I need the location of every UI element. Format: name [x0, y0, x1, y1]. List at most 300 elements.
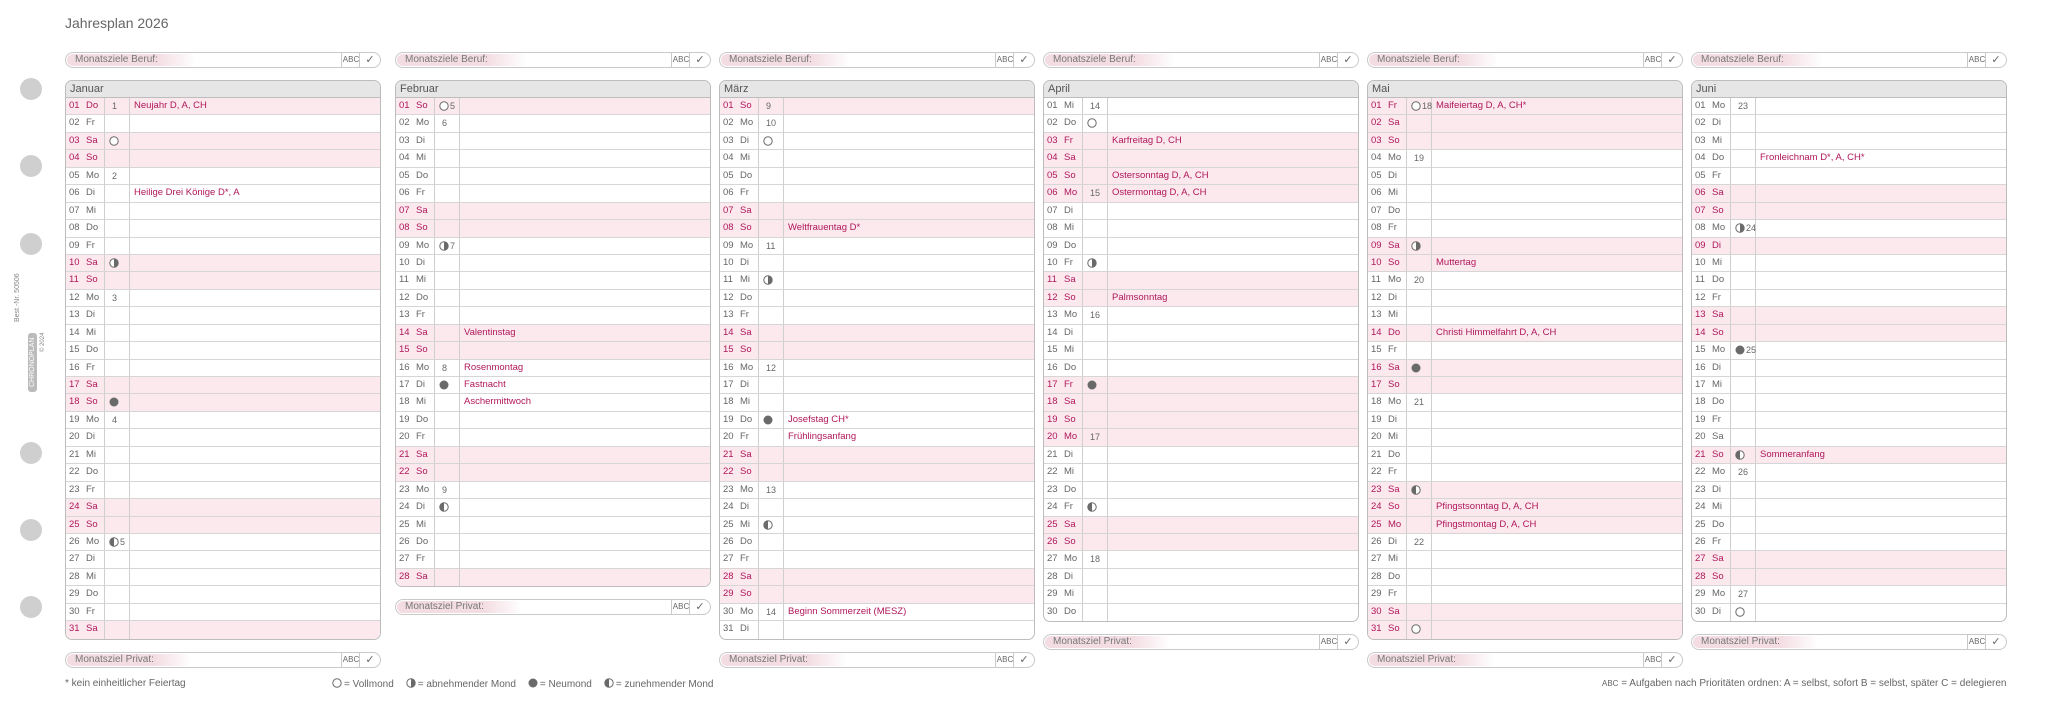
check-icon[interactable]: ✓ [689, 53, 710, 67]
day-row[interactable] [396, 220, 710, 237]
day-row[interactable] [1368, 325, 1682, 342]
day-row[interactable] [1044, 185, 1358, 202]
day-row[interactable] [720, 290, 1034, 307]
day-row[interactable] [1044, 569, 1358, 586]
day-row[interactable] [1044, 482, 1358, 499]
day-row[interactable] [1692, 499, 2006, 516]
abc-priority-box[interactable]: ABC [1643, 653, 1662, 667]
day-row[interactable] [720, 360, 1034, 377]
column-divider [1082, 290, 1083, 306]
day-row[interactable] [1044, 98, 1358, 115]
abc-priority-box[interactable]: ABC [1319, 53, 1338, 67]
day-row[interactable] [66, 464, 380, 481]
day-row[interactable] [66, 621, 380, 638]
day-row[interactable] [1692, 447, 2006, 464]
abc-priority-box[interactable]: ABC [1967, 53, 1986, 67]
day-row[interactable] [1368, 447, 1682, 464]
column-divider [129, 203, 130, 219]
check-icon[interactable]: ✓ [689, 600, 710, 614]
day-number: 29 [1695, 588, 1706, 600]
day-row[interactable] [1692, 115, 2006, 132]
day-row[interactable] [1692, 534, 2006, 551]
holiday-label: Josefstag CH* [788, 413, 849, 425]
holiday-label: Aschermittwoch [464, 396, 532, 408]
day-row[interactable] [1692, 517, 2006, 534]
day-row[interactable] [720, 429, 1034, 446]
day-row[interactable] [720, 133, 1034, 150]
abc-priority-box[interactable]: ABC [671, 53, 690, 67]
day-row[interactable] [396, 464, 710, 481]
day-row[interactable] [396, 255, 710, 272]
day-number: 12 [1371, 291, 1382, 303]
abc-priority-box[interactable]: ABC [995, 653, 1014, 667]
day-row[interactable] [1044, 115, 1358, 132]
day-row[interactable] [720, 621, 1034, 638]
day-number: 09 [399, 239, 410, 251]
day-row[interactable] [66, 255, 380, 272]
day-row[interactable] [396, 290, 710, 307]
day-row[interactable] [1368, 482, 1682, 499]
column-divider [459, 238, 460, 254]
column-divider [1730, 290, 1731, 306]
day-row[interactable] [720, 325, 1034, 342]
day-row[interactable] [396, 412, 710, 429]
day-row[interactable] [1368, 238, 1682, 255]
day-row[interactable] [1368, 98, 1682, 115]
column-divider [129, 499, 130, 515]
check-icon[interactable]: ✓ [1661, 653, 1682, 667]
day-row[interactable] [66, 499, 380, 516]
day-row[interactable] [1044, 203, 1358, 220]
month-name: April [1044, 81, 1358, 98]
day-row[interactable] [396, 168, 710, 185]
day-row[interactable] [1044, 551, 1358, 568]
day-row[interactable] [1044, 325, 1358, 342]
goal-private-field[interactable] [1367, 652, 1683, 668]
day-row[interactable] [396, 482, 710, 499]
abc-priority-box[interactable]: ABC [995, 53, 1014, 67]
check-icon[interactable]: ✓ [1013, 53, 1034, 67]
day-row[interactable] [1044, 360, 1358, 377]
day-row[interactable] [1692, 569, 2006, 586]
calendar-week: 2 [112, 170, 118, 181]
day-row[interactable] [396, 534, 710, 551]
day-row[interactable] [1692, 238, 2006, 255]
day-row[interactable] [720, 168, 1034, 185]
day-number: 16 [1695, 361, 1706, 373]
day-row[interactable] [720, 115, 1034, 132]
day-row[interactable] [66, 482, 380, 499]
day-row[interactable] [396, 342, 710, 359]
day-row[interactable] [66, 394, 380, 411]
day-row[interactable] [1044, 150, 1358, 167]
column-divider [1730, 185, 1731, 201]
column-divider [1406, 464, 1407, 480]
day-row[interactable] [1692, 551, 2006, 568]
day-row[interactable] [720, 203, 1034, 220]
check-icon[interactable]: ✓ [1985, 53, 2006, 67]
day-row[interactable] [66, 447, 380, 464]
day-row[interactable] [66, 98, 380, 115]
day-row[interactable] [1368, 150, 1682, 167]
day-row[interactable] [1368, 168, 1682, 185]
day-row[interactable] [720, 517, 1034, 534]
column-divider [1730, 604, 1731, 621]
day-row[interactable] [720, 586, 1034, 603]
column-divider [1406, 447, 1407, 463]
day-row[interactable] [396, 447, 710, 464]
day-row[interactable] [1692, 168, 2006, 185]
check-icon[interactable]: ✓ [359, 53, 380, 67]
day-row[interactable] [1692, 150, 2006, 167]
weekday: Do [86, 100, 99, 111]
day-row[interactable] [1692, 360, 2006, 377]
day-row[interactable] [66, 238, 380, 255]
moon-waxing-icon [1735, 450, 1745, 460]
day-row[interactable] [720, 150, 1034, 167]
day-row[interactable] [66, 115, 380, 132]
moon-waning-icon [763, 275, 773, 285]
column-divider [1755, 150, 1756, 166]
day-row[interactable] [720, 238, 1034, 255]
goal-job-field[interactable] [719, 52, 1035, 68]
day-row[interactable] [66, 203, 380, 220]
day-row[interactable] [396, 499, 710, 516]
day-row[interactable] [720, 98, 1034, 115]
day-row[interactable] [66, 342, 380, 359]
check-icon[interactable]: ✓ [1985, 635, 2006, 649]
goal-job-field[interactable] [65, 52, 381, 68]
day-row[interactable] [1368, 342, 1682, 359]
calendar-week: 22 [1414, 536, 1425, 547]
day-row[interactable] [720, 447, 1034, 464]
day-row[interactable] [396, 272, 710, 289]
column-divider [758, 238, 759, 254]
day-row[interactable] [1692, 290, 2006, 307]
column-divider [1730, 569, 1731, 585]
day-number: 07 [723, 204, 734, 216]
goal-job-field[interactable] [1691, 52, 2007, 68]
goal-job-field[interactable] [1043, 52, 1359, 68]
day-row[interactable] [1368, 133, 1682, 150]
goal-job-field[interactable] [1367, 52, 1683, 68]
day-row[interactable] [396, 238, 710, 255]
day-row[interactable] [1044, 342, 1358, 359]
day-row[interactable] [1368, 464, 1682, 481]
day-row[interactable] [720, 342, 1034, 359]
day-row[interactable] [1368, 272, 1682, 289]
check-icon[interactable]: ✓ [1337, 53, 1358, 67]
day-row[interactable] [1044, 290, 1358, 307]
day-row[interactable] [1368, 586, 1682, 603]
day-row[interactable] [1692, 586, 2006, 603]
day-row[interactable] [1692, 377, 2006, 394]
day-number: 13 [69, 309, 80, 321]
day-row[interactable] [720, 499, 1034, 516]
day-row[interactable] [1368, 412, 1682, 429]
abc-priority-box[interactable]: ABC [1967, 635, 1986, 649]
day-row[interactable] [66, 150, 380, 167]
day-row[interactable] [66, 185, 380, 202]
goal-private-field[interactable] [719, 652, 1035, 668]
check-icon[interactable]: ✓ [1013, 653, 1034, 667]
day-row[interactable] [720, 272, 1034, 289]
weekday: So [416, 466, 428, 478]
calendar-week: 8 [442, 362, 448, 373]
day-row[interactable] [396, 185, 710, 202]
goal-job-label: Monatsziele Beruf: [397, 54, 526, 66]
day-row[interactable] [1044, 412, 1358, 429]
weekday: So [740, 466, 752, 478]
weekday: So [416, 344, 428, 356]
day-row[interactable] [1368, 203, 1682, 220]
column-divider [459, 534, 460, 550]
weekday: So [1388, 379, 1400, 390]
day-row[interactable] [720, 255, 1034, 272]
weekday: Mo [1712, 100, 1726, 111]
day-row[interactable] [1692, 412, 2006, 429]
day-row[interactable] [1368, 517, 1682, 534]
check-icon[interactable]: ✓ [359, 653, 380, 667]
day-row[interactable] [1692, 342, 2006, 359]
day-row[interactable] [1692, 394, 2006, 411]
day-row[interactable] [1368, 604, 1682, 621]
day-number: 26 [1047, 535, 1058, 547]
day-row[interactable] [66, 604, 380, 621]
abc-priority-box[interactable]: ABC [1319, 635, 1338, 649]
weekday: Di [1064, 204, 1073, 216]
check-icon[interactable]: ✓ [1661, 53, 1682, 67]
weekday: So [1388, 134, 1400, 146]
day-row[interactable] [720, 604, 1034, 621]
day-row[interactable] [720, 464, 1034, 481]
check-icon[interactable]: ✓ [1337, 635, 1358, 649]
day-row[interactable] [66, 360, 380, 377]
day-row[interactable] [1368, 429, 1682, 446]
day-row[interactable] [66, 220, 380, 237]
column-divider [104, 342, 105, 358]
day-row[interactable] [1044, 517, 1358, 534]
abc-priority-box[interactable]: ABC [1643, 53, 1662, 67]
weekday: Mo [1712, 344, 1726, 356]
day-row[interactable] [720, 394, 1034, 411]
weekday: Mo [740, 605, 754, 617]
day-row[interactable] [1044, 586, 1358, 603]
abc-priority-box[interactable]: ABC [341, 53, 360, 67]
day-row[interactable] [1044, 168, 1358, 185]
weekday: Do [1712, 152, 1725, 164]
day-row[interactable] [66, 307, 380, 324]
day-row[interactable] [1044, 220, 1358, 237]
column-divider [1755, 238, 1756, 254]
day-row[interactable] [66, 534, 380, 551]
day-row[interactable] [66, 377, 380, 394]
day-row[interactable] [396, 394, 710, 411]
column-divider [1107, 429, 1108, 445]
day-row[interactable] [1368, 307, 1682, 324]
day-row[interactable] [1692, 98, 2006, 115]
day-row[interactable] [1368, 185, 1682, 202]
day-row[interactable] [720, 569, 1034, 586]
day-row[interactable] [1692, 307, 2006, 324]
day-number: 16 [723, 361, 734, 373]
day-row[interactable] [1368, 255, 1682, 272]
abc-priority-box[interactable]: ABC [671, 600, 690, 614]
day-row[interactable] [1368, 394, 1682, 411]
day-row[interactable] [720, 377, 1034, 394]
day-row[interactable] [1692, 255, 2006, 272]
column-divider [1730, 272, 1731, 288]
moon-legend [320, 678, 713, 690]
weekday: Sa [740, 570, 752, 582]
day-row[interactable] [396, 551, 710, 568]
day-row[interactable] [1044, 272, 1358, 289]
column-divider [1082, 360, 1083, 376]
day-row[interactable] [1368, 621, 1682, 638]
day-row[interactable] [396, 150, 710, 167]
day-row[interactable] [1692, 464, 2006, 481]
day-number: 01 [1371, 100, 1382, 111]
column-divider [1406, 150, 1407, 166]
day-row[interactable] [396, 203, 710, 220]
column-divider [129, 185, 130, 201]
column-divider [1431, 586, 1432, 602]
weekday: Mo [416, 361, 430, 373]
column-divider [1755, 412, 1756, 428]
day-number: 10 [723, 256, 734, 268]
day-row[interactable] [1044, 429, 1358, 446]
column-divider [1107, 150, 1108, 166]
column-divider [1431, 220, 1432, 236]
weekday: Do [416, 169, 429, 181]
day-row[interactable] [1368, 377, 1682, 394]
day-row[interactable] [66, 412, 380, 429]
day-number: 28 [399, 570, 410, 582]
day-number: 11 [1047, 274, 1057, 286]
day-row[interactable] [1044, 238, 1358, 255]
column-divider [1431, 412, 1432, 428]
column-divider [129, 325, 130, 341]
weekday: Di [740, 134, 749, 146]
day-row[interactable] [1044, 604, 1358, 621]
day-row[interactable] [1368, 569, 1682, 586]
day-row[interactable] [66, 429, 380, 446]
day-row[interactable] [1368, 499, 1682, 516]
day-row[interactable] [1044, 464, 1358, 481]
abc-priority-box[interactable]: ABC [341, 653, 360, 667]
goal-private-field[interactable] [1043, 634, 1359, 650]
goal-private-field[interactable] [395, 599, 711, 615]
day-row[interactable] [1368, 220, 1682, 237]
day-row[interactable] [396, 115, 710, 132]
month-calendar [1367, 80, 1683, 640]
day-row[interactable] [396, 133, 710, 150]
day-row[interactable] [1044, 499, 1358, 516]
day-row[interactable] [1044, 307, 1358, 324]
day-row[interactable] [1044, 394, 1358, 411]
weekday: Di [1388, 413, 1397, 425]
day-row[interactable] [396, 569, 710, 586]
day-row[interactable] [396, 360, 710, 377]
day-row[interactable] [396, 325, 710, 342]
goal-job-field[interactable] [395, 52, 711, 68]
day-row[interactable] [66, 551, 380, 568]
goal-private-field[interactable] [65, 652, 381, 668]
day-row[interactable] [1368, 534, 1682, 551]
day-number: 17 [1695, 379, 1706, 390]
binder-hole [20, 519, 42, 541]
day-row[interactable] [1692, 220, 2006, 237]
day-row[interactable] [720, 307, 1034, 324]
day-row[interactable] [1692, 325, 2006, 342]
day-row[interactable] [720, 412, 1034, 429]
weekday: Mo [1064, 553, 1078, 565]
day-row[interactable] [396, 517, 710, 534]
day-row[interactable] [1692, 133, 2006, 150]
day-row[interactable] [720, 551, 1034, 568]
day-number: 22 [1371, 466, 1382, 478]
day-number: 13 [723, 309, 734, 321]
month-name: Mai [1368, 81, 1682, 98]
day-row[interactable] [1368, 360, 1682, 377]
day-row[interactable] [1692, 482, 2006, 499]
day-row[interactable] [1044, 133, 1358, 150]
day-row[interactable] [1692, 272, 2006, 289]
day-row[interactable] [66, 133, 380, 150]
day-row[interactable] [1044, 534, 1358, 551]
day-row[interactable] [1044, 255, 1358, 272]
goal-private-field[interactable] [1691, 634, 2007, 650]
day-row[interactable] [396, 307, 710, 324]
day-number: 09 [69, 239, 80, 251]
day-row[interactable] [720, 482, 1034, 499]
day-row[interactable] [1044, 447, 1358, 464]
day-row[interactable] [66, 168, 380, 185]
day-row[interactable] [1044, 377, 1358, 394]
weekday: Do [1064, 117, 1077, 129]
weekday: Fr [86, 239, 95, 251]
column-divider [104, 604, 105, 620]
day-row[interactable] [66, 569, 380, 586]
day-row[interactable] [66, 272, 380, 289]
abc-note-text: = Aufgaben nach Prioritäten ordnen: A = selbst, sofort B = selbst, später C = delegieren [1621, 678, 2007, 689]
day-row[interactable] [66, 517, 380, 534]
day-row[interactable] [1692, 185, 2006, 202]
goal-private-label: Monatsziel Privat: [397, 601, 522, 613]
day-row[interactable] [720, 220, 1034, 237]
day-row[interactable] [1368, 551, 1682, 568]
day-row[interactable] [1692, 429, 2006, 446]
day-number: 08 [1371, 222, 1382, 234]
column-divider [434, 447, 435, 463]
day-row[interactable] [396, 377, 710, 394]
day-row[interactable] [1692, 203, 2006, 220]
day-row[interactable] [720, 185, 1034, 202]
day-row[interactable] [1368, 290, 1682, 307]
day-row[interactable] [1692, 604, 2006, 621]
column-divider [1107, 499, 1108, 515]
day-number: 13 [1695, 309, 1706, 321]
day-row[interactable] [396, 429, 710, 446]
day-row[interactable] [1368, 115, 1682, 132]
day-row[interactable] [66, 325, 380, 342]
day-row[interactable] [720, 534, 1034, 551]
weekday: Mi [86, 448, 97, 460]
day-row[interactable] [396, 98, 710, 115]
weekday: Sa [1064, 396, 1076, 408]
day-row[interactable] [66, 290, 380, 307]
day-row[interactable] [66, 586, 380, 603]
